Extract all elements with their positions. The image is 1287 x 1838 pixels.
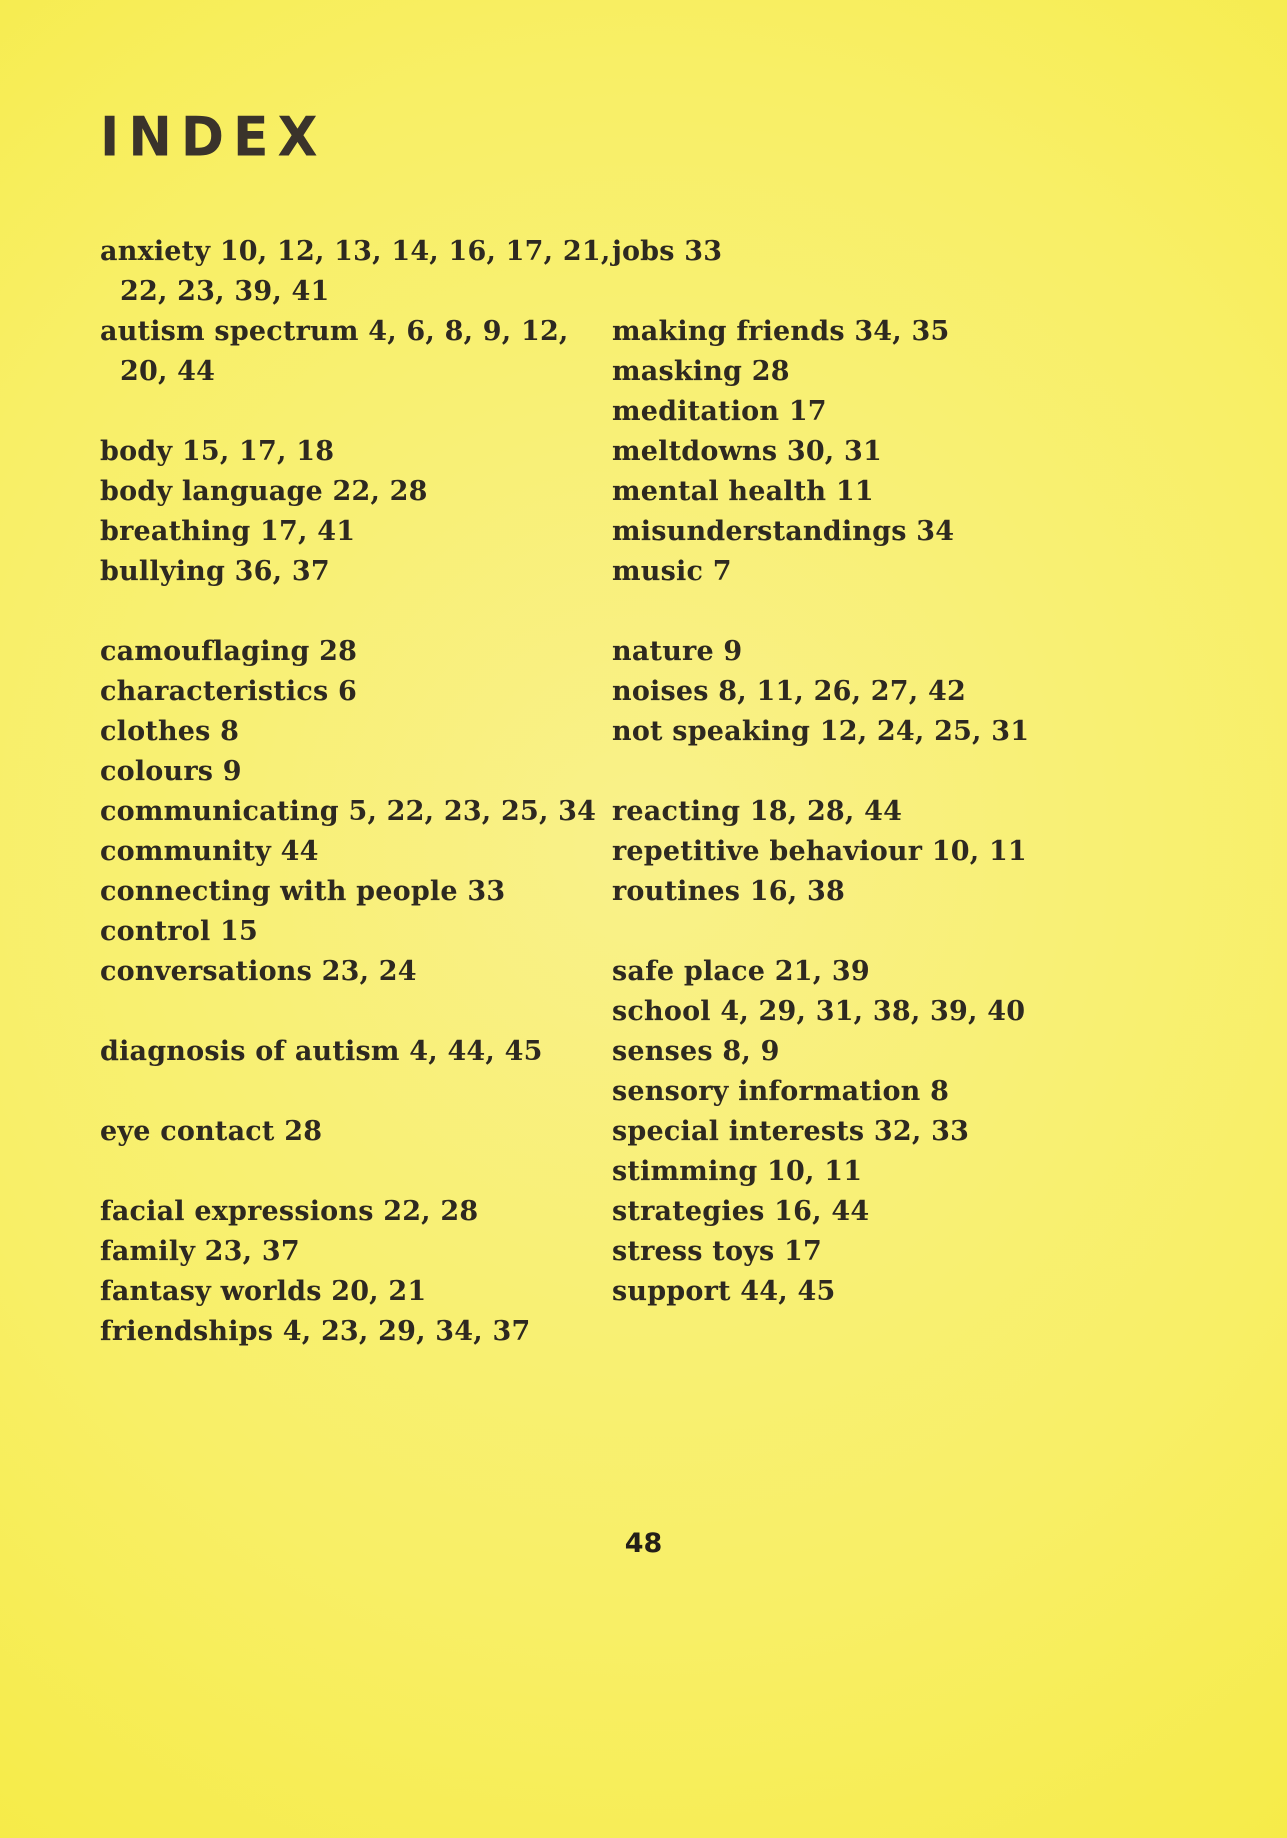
index-entry: repetitive behaviour 10, 11 — [612, 836, 1027, 867]
index-columns — [100, 232, 1237, 1392]
index-entry: facial expressions 22, 28 — [100, 1196, 479, 1227]
index-entry: stimming 10, 11 — [612, 1156, 863, 1187]
index-entry: strategies 16, 44 — [612, 1196, 870, 1227]
index-entry: camouflaging 28 — [100, 636, 358, 667]
index-entry: body 15, 17, 18 — [100, 436, 335, 467]
index-entry: senses 8, 9 — [612, 1036, 780, 1067]
page-number: 48 — [624, 1528, 663, 1559]
index-group — [100, 1192, 612, 1352]
index-entry: not speaking 12, 24, 25, 31 — [612, 716, 1030, 747]
index-group — [100, 232, 612, 392]
index-group — [100, 632, 612, 992]
index-entry: friendships 4, 23, 29, 34, 37 — [100, 1316, 531, 1347]
index-group — [612, 792, 1237, 912]
index-entry: nature 9 — [612, 636, 743, 667]
index-entry: diagnosis of autism 4, 44, 45 — [100, 1036, 543, 1067]
index-group — [100, 1032, 612, 1072]
index-column-right — [612, 232, 1237, 1352]
index-entry: safe place 21, 39 — [612, 956, 870, 987]
index-entry: body language 22, 28 — [100, 476, 428, 507]
index-entry: school 4, 29, 31, 38, 39, 40 — [612, 996, 1026, 1027]
index-entry: family 23, 37 — [100, 1236, 300, 1267]
index-entry: eye contact 28 — [100, 1116, 323, 1147]
index-column-left — [100, 232, 612, 1392]
index-entry: clothes 8 — [100, 716, 240, 747]
index-entry: colours 9 — [100, 756, 242, 787]
index-entry: misunderstandings 34 — [612, 516, 955, 547]
index-entry: reacting 18, 28, 44 — [612, 796, 903, 827]
index-entry: connecting with people 33 — [100, 876, 506, 907]
index-entry: communicating 5, 22, 23, 25, 34 — [100, 796, 597, 827]
index-entry: control 15 — [100, 916, 259, 947]
index-entry: routines 16, 38 — [612, 876, 845, 907]
index-entry: meltdowns 30, 31 — [612, 436, 882, 467]
index-group — [612, 312, 1237, 592]
index-entry: masking 28 — [612, 356, 790, 387]
index-entry: sensory information 8 — [612, 1076, 950, 1107]
index-entry: characteristics 6 — [100, 676, 358, 707]
index-entry: autism spectrum 4, 6, 8, 9, 12, 20, 44 — [100, 316, 569, 387]
index-entry: conversations 23, 24 — [100, 956, 417, 987]
index-entry: anxiety 10, 12, 13, 14, 16, 17, 21, 22, 23, 39, 41 — [100, 236, 611, 307]
index-group — [612, 232, 1237, 272]
index-entry: support 44, 45 — [612, 1276, 836, 1307]
index-entry: community 44 — [100, 836, 319, 867]
index-group — [100, 1112, 612, 1152]
index-group — [612, 632, 1237, 752]
index-entry: stress toys 17 — [612, 1236, 823, 1267]
index-entry: bullying 36, 37 — [100, 556, 330, 587]
index-entry: fantasy worlds 20, 21 — [100, 1276, 427, 1307]
index-entry: noises 8, 11, 26, 27, 42 — [612, 676, 966, 707]
index-entry: jobs 33 — [612, 236, 723, 267]
index-group — [100, 432, 612, 592]
index-entry: mental health 11 — [612, 476, 874, 507]
index-entry: special interests 32, 33 — [612, 1116, 970, 1147]
index-entry: music 7 — [612, 556, 732, 587]
page-title: INDEX — [100, 106, 327, 170]
index-entry: breathing 17, 41 — [100, 516, 356, 547]
index-group — [612, 952, 1237, 1312]
index-entry: meditation 17 — [612, 396, 827, 427]
index-entry: making friends 34, 35 — [612, 316, 950, 347]
